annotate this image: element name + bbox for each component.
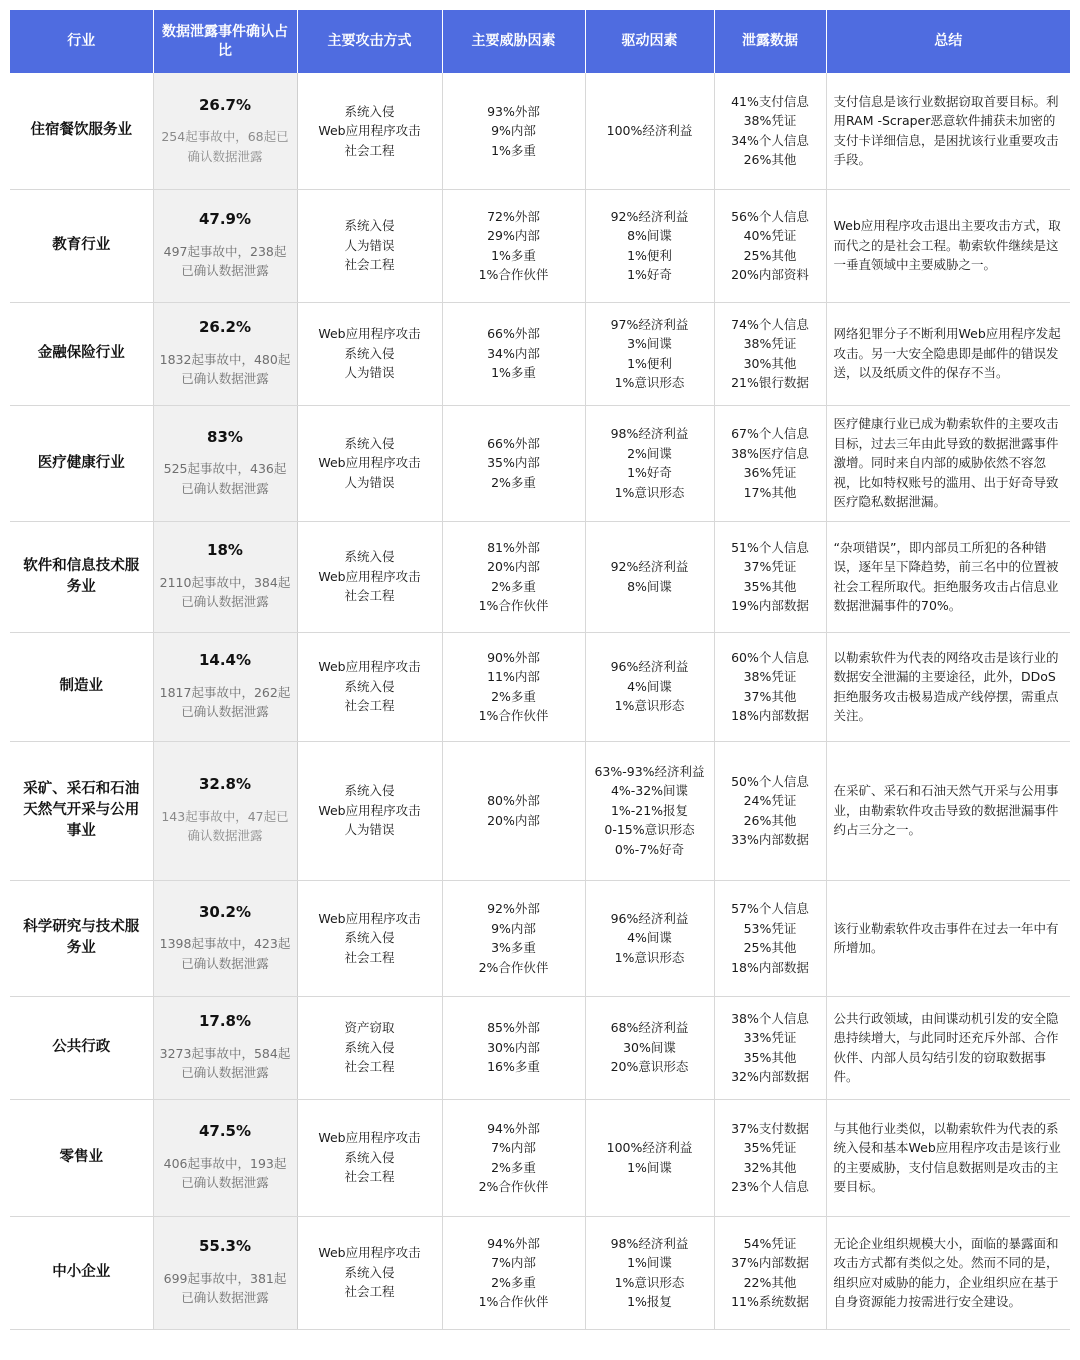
leaked-data-item: 35%其他 — [743, 1049, 797, 1065]
table-row — [10, 1099, 1070, 1216]
driver-item: 1%报复 — [627, 1294, 672, 1309]
confirmed-rate-cell — [153, 189, 297, 302]
attack-method-item: 人为错误 — [344, 474, 395, 490]
leaked-data-item: 25%其他 — [743, 247, 797, 263]
attack-method-item: 社会工程 — [344, 257, 395, 273]
attack-method-item: 系统入侵 — [344, 783, 395, 799]
attack-method-item: 系统入侵 — [344, 930, 395, 946]
threat-factor-item: 93%外部 — [487, 103, 540, 119]
table-row — [10, 189, 1070, 302]
summary-cell: 支付信息是该行业数据窃取首要目标。利用RAM -Scraper恶意软件捕获未加密的支付卡详细信息，是困扰该行业重要攻击手段。 — [826, 73, 1070, 189]
attack-method-item: 人为错误 — [344, 822, 395, 838]
summary-cell: 该行业勒索软件攻击事件在过去一年中有所增加。 — [826, 880, 1070, 996]
driver-item: 0-15%意识形态 — [604, 822, 695, 838]
leaked-data-cell — [714, 302, 826, 405]
summary-cell: 网络犯罪分子不断利用Web应用程序发起攻击。另一大安全隐患即是邮件的错误发送，以及纸质文件的保存不当。 — [826, 302, 1070, 405]
attack-method-item: 系统入侵 — [344, 345, 395, 361]
threat-factors-cell — [442, 73, 585, 189]
leaked-data-item: 17%其他 — [743, 484, 797, 500]
industry-breach-table — [10, 10, 1070, 1330]
summary-cell: 医疗健康行业已成为勒索软件的主要攻击目标，过去三年由此导致的数据泄露事件激增。同时来自内部的威胁依然不容忽视，比如特权账号的滥用、出于好奇导致医疗隐私数据泄漏。 — [826, 405, 1070, 521]
incident-count-note: 1832起事故中，480起已确认数据泄露 — [159, 351, 291, 387]
table-row — [10, 741, 1070, 880]
driver-item: 100%经济利益 — [606, 1140, 693, 1155]
attack-method-item: 系统入侵 — [344, 103, 395, 119]
attack-method-item: Web应用程序攻击 — [318, 455, 421, 471]
attack-method-item: 社会工程 — [344, 698, 395, 714]
confirmed-rate-value: 18% — [207, 541, 243, 560]
attack-method-item: 人为错误 — [344, 365, 395, 381]
drivers-cell — [585, 73, 714, 189]
leaked-data-cell — [714, 996, 826, 1099]
threat-factors-cell — [442, 741, 585, 880]
threat-factor-item: 9%内部 — [491, 920, 536, 936]
confirmed-rate-value: 26.2% — [198, 318, 252, 337]
leaked-data-item: 57%个人信息 — [731, 901, 809, 916]
threat-factor-item: 66%外部 — [487, 326, 540, 342]
threat-factor-item: 1%合作伙伴 — [478, 1294, 549, 1309]
drivers-cell — [585, 405, 714, 521]
incident-count-note: 143起事故中，47起已确认数据泄露 — [161, 808, 289, 844]
driver-item: 96%经济利益 — [610, 910, 689, 926]
threat-factor-item: 3%多重 — [491, 940, 536, 955]
attack-methods-cell — [297, 1216, 442, 1329]
threat-factor-item: 16%多重 — [487, 1059, 540, 1075]
leaked-data-item: 35%其他 — [743, 578, 797, 594]
industry-cell: 医疗健康行业 — [10, 405, 153, 521]
incident-count-note: 699起事故中，381起已确认数据泄露 — [163, 1270, 287, 1306]
industry-cell: 金融保险行业 — [10, 302, 153, 405]
threat-factors-cell — [442, 189, 585, 302]
leaked-data-item: 35%凭证 — [743, 1140, 797, 1155]
threat-factor-item: 2%多重 — [491, 474, 536, 490]
threat-factor-item: 1%合作伙伴 — [478, 598, 549, 613]
summary-cell: 以勒索软件为代表的网络攻击是该行业的数据安全泄漏的主要途径，此外，DDoS拒绝服务攻击极易造成产线停摆，需重点关注。 — [826, 632, 1070, 741]
drivers-cell — [585, 521, 714, 632]
threat-factor-item: 81%外部 — [487, 539, 540, 555]
driver-item: 98%经济利益 — [610, 426, 689, 441]
threat-factor-item: 1%多重 — [491, 365, 536, 381]
driver-item: 1%意识形态 — [614, 949, 685, 965]
leaked-data-item: 38%医疗信息 — [731, 445, 809, 461]
confirmed-rate-cell — [153, 405, 297, 521]
driver-item: 3%间谍 — [627, 336, 672, 351]
attack-method-item: 系统入侵 — [344, 549, 395, 565]
industry-cell: 公共行政 — [10, 996, 153, 1099]
leaked-data-item: 67%个人信息 — [731, 426, 809, 441]
driver-item: 1%间谍 — [627, 1255, 672, 1270]
incident-count-note: 525起事故中，436起已确认数据泄露 — [163, 461, 287, 496]
threat-factor-item: 80%外部 — [487, 793, 540, 808]
driver-item: 92%经济利益 — [610, 559, 689, 574]
attack-method-item: 社会工程 — [344, 588, 395, 604]
threat-factor-item: 66%外部 — [487, 435, 540, 451]
leaked-data-item: 37%其他 — [743, 688, 797, 704]
header-confirmed-rate: 数据泄露事件确认占比 — [153, 10, 297, 73]
table-row — [10, 632, 1070, 741]
attack-method-item: 系统入侵 — [344, 435, 395, 451]
attack-methods-cell — [297, 996, 442, 1099]
driver-item: 1%便利 — [627, 247, 672, 263]
confirmed-rate-value: 47.9% — [198, 210, 252, 229]
driver-item: 4%间谍 — [627, 678, 672, 694]
threat-factor-item: 1%合作伙伴 — [478, 267, 549, 282]
attack-method-item: Web应用程序攻击 — [318, 659, 421, 675]
threat-factors-cell — [442, 632, 585, 741]
attack-methods-cell — [297, 880, 442, 996]
leaked-data-cell — [714, 73, 826, 189]
threat-factor-item: 2%多重 — [491, 578, 536, 594]
leaked-data-cell — [714, 189, 826, 302]
driver-item: 2%间谍 — [627, 445, 672, 461]
driver-item: 30%间谍 — [623, 1039, 676, 1055]
attack-method-item: 社会工程 — [344, 949, 395, 965]
leaked-data-item: 33%凭证 — [743, 1030, 797, 1045]
driver-item: 8%间谍 — [627, 228, 672, 243]
incident-count-note: 497起事故中，238起已确认数据泄露 — [163, 243, 287, 279]
table-body — [10, 73, 1070, 1329]
threat-factor-item: 94%外部 — [487, 1120, 540, 1136]
attack-method-item: Web应用程序攻击 — [318, 568, 421, 584]
leaked-data-cell — [714, 1099, 826, 1216]
attack-method-item: Web应用程序攻击 — [318, 123, 421, 138]
leaked-data-item: 53%凭证 — [743, 920, 797, 936]
drivers-cell — [585, 880, 714, 996]
table-row — [10, 521, 1070, 632]
confirmed-rate-value: 32.8% — [198, 775, 252, 794]
threat-factor-item: 20%内部 — [487, 559, 540, 574]
header-row — [10, 10, 1070, 73]
leaked-data-item: 60%个人信息 — [731, 649, 809, 665]
driver-item: 0%-7%好奇 — [614, 841, 685, 857]
table-row — [10, 1216, 1070, 1329]
leaked-data-item: 56%个人信息 — [731, 208, 809, 224]
summary-cell: 与其他行业类似，以勒索软件为代表的系统入侵和基本Web应用程序攻击是该行业的主要威胁，支付信息数据则是攻击的主要目标。 — [826, 1099, 1070, 1216]
driver-item: 98%经济利益 — [610, 1235, 689, 1251]
confirmed-rate-cell — [153, 880, 297, 996]
attack-methods-cell — [297, 741, 442, 880]
attack-method-item: 系统入侵 — [344, 1149, 395, 1165]
drivers-cell — [585, 189, 714, 302]
summary-cell: 公共行政领域，由间谍动机引发的安全隐患持续增大，与此同时还充斥外部、合作伙伴、内部人员勾结引发的窃取数据事件。 — [826, 996, 1070, 1099]
leaked-data-cell — [714, 632, 826, 741]
confirmed-rate-cell — [153, 632, 297, 741]
attack-methods-cell — [297, 1099, 442, 1216]
threat-factors-cell — [442, 1099, 585, 1216]
leaked-data-item: 19%内部数据 — [731, 598, 809, 613]
leaked-data-item: 41%支付信息 — [731, 93, 809, 109]
threat-factor-item: 94%外部 — [487, 1235, 540, 1251]
industry-cell: 住宿餐饮服务业 — [10, 73, 153, 189]
threat-factor-item: 2%多重 — [491, 688, 536, 704]
leaked-data-item: 20%内部资料 — [731, 267, 809, 282]
confirmed-rate-cell — [153, 73, 297, 189]
header-summary: 总结 — [826, 10, 1070, 73]
table-row — [10, 73, 1070, 189]
attack-method-item: 社会工程 — [344, 1169, 395, 1185]
threat-factor-item: 1%多重 — [491, 247, 536, 263]
leaked-data-cell — [714, 521, 826, 632]
leaked-data-item: 21%银行数据 — [731, 375, 809, 390]
driver-item: 92%经济利益 — [610, 208, 689, 224]
leaked-data-item: 37%内部数据 — [731, 1255, 809, 1270]
threat-factor-item: 34%内部 — [487, 345, 540, 361]
threat-factor-item: 1%合作伙伴 — [478, 708, 549, 723]
incident-count-note: 1817起事故中，262起已确认数据泄露 — [159, 684, 291, 720]
attack-method-item: 人为错误 — [344, 237, 395, 253]
threat-factor-item: 35%内部 — [487, 455, 540, 471]
incident-count-note: 2110起事故中，384起已确认数据泄露 — [159, 574, 291, 610]
attack-method-item: 系统入侵 — [344, 218, 395, 234]
driver-item: 100%经济利益 — [606, 123, 693, 138]
attack-methods-cell — [297, 405, 442, 521]
leaked-data-item: 38%个人信息 — [731, 1010, 809, 1026]
header-leaked-data: 泄露数据 — [714, 10, 826, 73]
industry-cell: 科学研究与技术服务业 — [10, 880, 153, 996]
attack-methods-cell — [297, 73, 442, 189]
threat-factor-item: 2%多重 — [491, 1274, 536, 1290]
leaked-data-item: 51%个人信息 — [731, 539, 809, 555]
leaked-data-item: 11%系统数据 — [731, 1294, 809, 1309]
driver-item: 97%经济利益 — [610, 316, 689, 332]
threat-factor-item: 2%多重 — [491, 1159, 536, 1175]
summary-cell: 无论企业组织规模大小，面临的暴露面和攻击方式都有类似之处。然而不同的是，组织应对威胁的能力，企业组织应在基于自身资源能力按需进行安全建设。 — [826, 1216, 1070, 1329]
threat-factor-item: 1%多重 — [491, 142, 536, 158]
driver-item: 63%-93%经济利益 — [594, 763, 705, 779]
attack-methods-cell — [297, 189, 442, 302]
industry-cell: 中小企业 — [10, 1216, 153, 1329]
confirmed-rate-cell — [153, 996, 297, 1099]
leaked-data-item: 38%凭证 — [743, 336, 797, 351]
threat-factors-cell — [442, 1216, 585, 1329]
incident-count-note: 3273起事故中，584起已确认数据泄露 — [159, 1045, 291, 1081]
attack-method-item: 系统入侵 — [344, 1264, 395, 1280]
leaked-data-cell — [714, 405, 826, 521]
leaked-data-item: 38%凭证 — [743, 669, 797, 684]
industry-cell: 软件和信息技术服务业 — [10, 521, 153, 632]
attack-method-item: 系统入侵 — [344, 1039, 395, 1055]
leaked-data-item: 32%其他 — [743, 1159, 797, 1175]
attack-methods-cell — [297, 521, 442, 632]
threat-factor-item: 72%外部 — [487, 208, 540, 224]
confirmed-rate-cell — [153, 1099, 297, 1216]
threat-factor-item: 85%外部 — [487, 1020, 540, 1036]
incident-count-note: 1398起事故中，423起已确认数据泄露 — [159, 936, 291, 971]
leaked-data-item: 37%凭证 — [743, 559, 797, 574]
drivers-cell — [585, 632, 714, 741]
leaked-data-item: 37%支付数据 — [731, 1120, 809, 1136]
drivers-cell — [585, 1216, 714, 1329]
threat-factor-item: 2%合作伙伴 — [478, 959, 549, 975]
industry-cell: 采矿、采石和石油天然气开采与公用事业 — [10, 741, 153, 880]
leaked-data-item: 22%其他 — [743, 1274, 797, 1290]
table-row — [10, 405, 1070, 521]
confirmed-rate-cell — [153, 741, 297, 880]
attack-method-item: 社会工程 — [344, 142, 395, 158]
threat-factor-item: 90%外部 — [487, 649, 540, 665]
driver-item: 1%意识形态 — [614, 1274, 685, 1290]
leaked-data-item: 40%凭证 — [743, 228, 797, 243]
leaked-data-item: 25%其他 — [743, 940, 797, 955]
attack-methods-cell — [297, 632, 442, 741]
confirmed-rate-cell — [153, 302, 297, 405]
header-attack-methods: 主要攻击方式 — [297, 10, 442, 73]
driver-item: 1%意识形态 — [614, 698, 685, 714]
driver-item: 1%-21%报复 — [610, 802, 689, 818]
confirmed-rate-value: 26.7% — [198, 95, 252, 114]
threat-factor-item: 11%内部 — [487, 669, 540, 684]
attack-methods-cell — [297, 302, 442, 405]
leaked-data-item: 74%个人信息 — [731, 316, 809, 332]
attack-method-item: 资产窃取 — [344, 1020, 395, 1036]
drivers-cell — [585, 302, 714, 405]
driver-item: 68%经济利益 — [610, 1020, 689, 1036]
threat-factor-item: 9%内部 — [491, 123, 536, 138]
confirmed-rate-value: 30.2% — [198, 902, 252, 921]
threat-factors-cell — [442, 996, 585, 1099]
incident-count-note: 406起事故中，193起已确认数据泄露 — [163, 1155, 287, 1191]
leaked-data-item: 38%凭证 — [743, 113, 797, 129]
driver-item: 96%经济利益 — [610, 659, 689, 675]
confirmed-rate-cell — [153, 521, 297, 632]
attack-method-item: Web应用程序攻击 — [318, 910, 421, 926]
header-industry: 行业 — [10, 10, 153, 73]
threat-factor-item: 2%合作伙伴 — [478, 1179, 549, 1194]
industry-cell: 制造业 — [10, 632, 153, 741]
driver-item: 20%意识形态 — [610, 1059, 689, 1075]
leaked-data-item: 18%内部数据 — [731, 959, 809, 975]
leaked-data-cell — [714, 1216, 826, 1329]
confirmed-rate-value: 17.8% — [198, 1012, 252, 1031]
threat-factors-cell — [442, 521, 585, 632]
driver-item: 8%间谍 — [627, 578, 672, 594]
threat-factors-cell — [442, 302, 585, 405]
industry-breach-table-container — [10, 10, 1070, 1330]
leaked-data-item: 26%其他 — [743, 812, 797, 828]
attack-method-item: Web应用程序攻击 — [318, 1245, 421, 1261]
leaked-data-item: 18%内部数据 — [731, 708, 809, 723]
leaked-data-item: 34%个人信息 — [731, 132, 809, 148]
attack-method-item: Web应用程序攻击 — [318, 326, 421, 342]
confirmed-rate-cell — [153, 1216, 297, 1329]
threat-factors-cell — [442, 405, 585, 521]
threat-factor-item: 29%内部 — [487, 228, 540, 243]
driver-item: 1%好奇 — [627, 267, 672, 282]
attack-method-item: Web应用程序攻击 — [318, 802, 421, 818]
leaked-data-item: 54%凭证 — [743, 1235, 797, 1251]
summary-cell: “杂项错误”，即内部员工所犯的各种错误，逐年呈下降趋势，前三名中的位置被社会工程所取代。拒绝服务攻击占信息业数据泄漏事件的70%。 — [826, 521, 1070, 632]
confirmed-rate-value: 55.3% — [198, 1237, 252, 1256]
incident-count-note: 254起事故中，68起已确认数据泄露 — [161, 129, 289, 164]
threat-factor-item: 92%外部 — [487, 901, 540, 916]
driver-item: 1%好奇 — [627, 465, 672, 480]
threat-factor-item: 20%内部 — [487, 812, 540, 828]
attack-method-item: 社会工程 — [344, 1284, 395, 1300]
attack-method-item: Web应用程序攻击 — [318, 1130, 421, 1146]
leaked-data-item: 23%个人信息 — [731, 1179, 809, 1194]
industry-cell: 教育行业 — [10, 189, 153, 302]
table-row — [10, 880, 1070, 996]
leaked-data-item: 36%凭证 — [743, 465, 797, 480]
leaked-data-item: 24%凭证 — [743, 793, 797, 808]
leaked-data-cell — [714, 741, 826, 880]
confirmed-rate-value: 83% — [207, 427, 243, 446]
drivers-cell — [585, 1099, 714, 1216]
summary-cell: Web应用程序攻击退出主要攻击方式，取而代之的是社会工程。勒索软件继续是这一垂直领域中主要威胁之一。 — [826, 189, 1070, 302]
attack-method-item: 社会工程 — [344, 1059, 395, 1075]
leaked-data-item: 26%其他 — [743, 152, 797, 168]
driver-item: 4%-32%间谍 — [610, 783, 689, 799]
confirmed-rate-value: 14.4% — [198, 651, 252, 670]
header-drivers: 驱动因素 — [585, 10, 714, 73]
leaked-data-item: 30%其他 — [743, 355, 797, 371]
drivers-cell — [585, 996, 714, 1099]
threat-factor-item: 7%内部 — [491, 1255, 536, 1270]
threat-factors-cell — [442, 880, 585, 996]
table-row — [10, 302, 1070, 405]
confirmed-rate-value: 47.5% — [198, 1122, 252, 1141]
attack-method-item: 系统入侵 — [344, 678, 395, 694]
driver-item: 1%便利 — [627, 355, 672, 371]
leaked-data-item: 50%个人信息 — [731, 773, 809, 789]
leaked-data-item: 32%内部数据 — [731, 1069, 809, 1084]
drivers-cell — [585, 741, 714, 880]
driver-item: 4%间谍 — [627, 930, 672, 946]
industry-cell: 零售业 — [10, 1099, 153, 1216]
driver-item: 1%意识形态 — [614, 375, 685, 390]
driver-item: 1%意识形态 — [614, 484, 685, 500]
threat-factor-item: 7%内部 — [491, 1140, 536, 1155]
summary-cell: 在采矿、采石和石油天然气开采与公用事业，由勒索软件攻击导致的数据泄漏事件约占三分之一。 — [826, 741, 1070, 880]
driver-item: 1%间谍 — [627, 1159, 672, 1175]
leaked-data-cell — [714, 880, 826, 996]
leaked-data-item: 33%内部数据 — [731, 832, 809, 847]
threat-factor-item: 30%内部 — [487, 1039, 540, 1055]
table-row — [10, 996, 1070, 1099]
header-threat-factors: 主要威胁因素 — [442, 10, 585, 73]
